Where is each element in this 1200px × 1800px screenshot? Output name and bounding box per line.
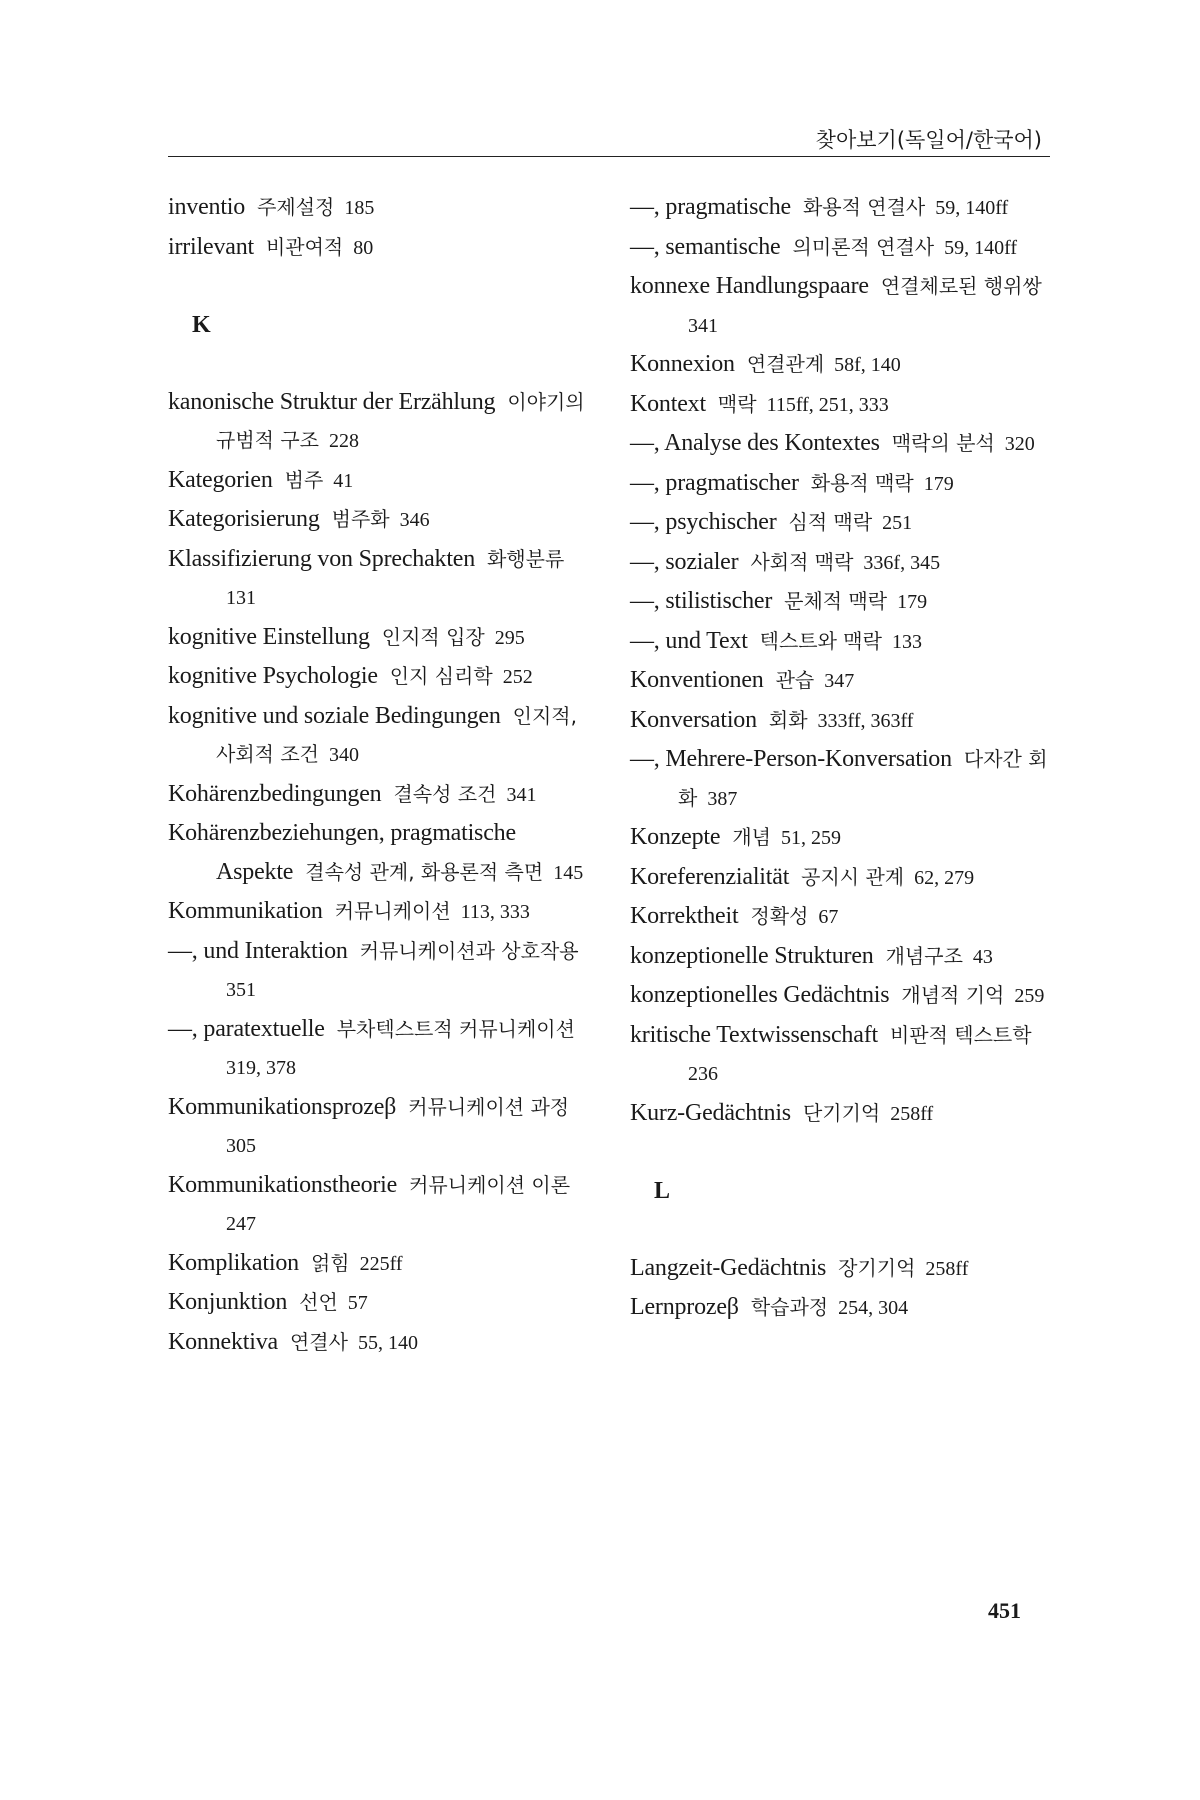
entry-pages: 333ff, 363ff (817, 709, 914, 732)
index-entry (630, 503, 1054, 543)
entry-korean: 다자간 회화 (678, 747, 1048, 810)
index-entry (630, 701, 1054, 741)
entry-korean: 의미론적 연결사 (792, 234, 935, 259)
entry-korean: 연결관계 (746, 352, 825, 376)
index-entry (168, 500, 588, 540)
section-letter-heading: K (192, 311, 211, 338)
entry-term: —, paratextuelle (168, 1015, 325, 1042)
entry-korean: 비관여적 (265, 234, 344, 259)
entry-korean: 학습과정 (750, 1295, 829, 1319)
entry-term: irrilevant (168, 233, 254, 260)
entry-pages: 258ff (925, 1257, 969, 1280)
index-entry (168, 1088, 588, 1166)
index-entry (630, 582, 1054, 622)
entry-korean: 관습 (775, 668, 815, 692)
entry-korean: 연결체로된 행위쌍 (880, 274, 1042, 298)
entry-pages: 179 (923, 472, 954, 495)
index-entry (168, 383, 588, 461)
entry-term: —, Mehrere-Person-Konversation (630, 746, 952, 772)
entry-pages: 115ff, 251, 333 (766, 393, 889, 416)
entry-term: Kontext (630, 390, 706, 417)
index-entry (630, 818, 1054, 858)
entry-pages: 320 (1004, 433, 1035, 455)
entry-pages: 58f, 140 (834, 354, 901, 376)
entry-term: —, psychischer (630, 509, 777, 535)
index-entry (168, 892, 588, 932)
entry-pages: 185 (344, 197, 375, 219)
index-entry (630, 464, 1054, 504)
entry-pages: 59, 140ff (944, 236, 1018, 259)
index-entry (630, 976, 1054, 1016)
index-entry (630, 1016, 1054, 1094)
entry-pages: 59, 140ff (935, 197, 1009, 219)
entry-term: Koreferenzialität (630, 863, 790, 890)
entry-term: Kommunikation (168, 898, 323, 924)
entry-pages: 67 (818, 906, 839, 928)
entry-term: konzeptionelles Gedächtnis (630, 982, 890, 1008)
index-entry (630, 228, 1054, 268)
entry-korean: 단기기억 (802, 1100, 881, 1125)
entry-pages: 259 (1014, 985, 1045, 1007)
entry-korean: 인지적, 사회적 조건 (216, 703, 577, 766)
entry-term: kanonische Struktur der Erzählung (168, 388, 496, 415)
entry-term: —, sozialer (630, 548, 739, 575)
entry-korean: 문체적 맥락 (784, 589, 888, 613)
index-entry (168, 657, 588, 697)
index-entry (630, 937, 1054, 977)
index-entry (630, 1249, 1054, 1289)
entry-korean: 범주화 (331, 507, 390, 531)
entry-pages: 258ff (890, 1102, 934, 1125)
index-entry (168, 188, 588, 228)
entry-term: Klassifizierung von Sprechakten (168, 545, 476, 572)
page-number: 451 (988, 1598, 1021, 1623)
index-entry (168, 775, 588, 815)
entry-pages: 336f, 345 (863, 551, 941, 574)
entry-korean: 개념구조 (885, 943, 963, 968)
entry-term: Kategorien (168, 466, 273, 493)
entry-pages: 341 (506, 783, 537, 806)
entry-term: —, stilistischer (630, 588, 773, 614)
entry-term: Konjunktion (168, 1289, 288, 1315)
entry-korean: 커뮤니케이션 (334, 899, 451, 923)
index-entry (168, 1244, 588, 1284)
entry-pages: 225ff (359, 1252, 403, 1275)
entry-korean: 부차텍스트적 커뮤니케이션 (336, 1016, 575, 1041)
entry-pages: 57 (347, 1292, 368, 1314)
entry-pages: 41 (333, 469, 354, 492)
entry-korean: 결속성 조건 (393, 781, 497, 806)
entry-korean: 사회적 맥락 (750, 549, 854, 574)
index-entry (630, 622, 1054, 662)
entry-pages: 228 (328, 430, 359, 452)
entry-pages: 247 (226, 1213, 256, 1235)
entry-term: Kategorisierung (168, 506, 320, 532)
entry-term: kognitive Psychologie (168, 663, 378, 689)
entry-korean: 텍스트와 맥락 (759, 628, 882, 653)
entry-pages: 347 (824, 670, 855, 692)
index-column-left (168, 188, 588, 1362)
entry-pages: 113, 333 (460, 901, 530, 923)
running-head-title: 찾아보기(독일어/한국어) (815, 128, 1042, 152)
entry-pages: 55, 140 (357, 1331, 418, 1354)
index-entry (630, 740, 1054, 818)
entry-pages: 252 (502, 666, 533, 688)
index-entry (630, 897, 1054, 937)
entry-pages: 319, 378 (226, 1057, 296, 1079)
entry-korean: 커뮤니케이션 과정 (408, 1094, 570, 1119)
entry-pages: 251 (882, 512, 913, 534)
entry-korean: 회화 (768, 707, 808, 732)
entry-korean: 결속성 관계, 화용론적 측면 (305, 859, 544, 884)
index-entry (630, 858, 1054, 898)
entry-pages: 305 (226, 1135, 256, 1157)
entry-term: Konversation (630, 706, 757, 733)
index-entry (168, 618, 588, 658)
entry-korean: 주제설정 (257, 195, 335, 219)
entry-term: Kurz-Gedächtnis (630, 1099, 791, 1126)
entry-pages: 346 (399, 509, 430, 531)
entry-pages: 51, 259 (781, 827, 841, 849)
entry-korean: 공지시 관계 (801, 864, 905, 889)
entry-korean: 맥락의 분석 (891, 431, 995, 455)
entry-pages: 351 (226, 979, 256, 1001)
index-entry (168, 228, 588, 268)
index-entry (630, 385, 1054, 425)
index-entry (168, 540, 588, 618)
entry-term: Kommunikationstheorie (168, 1171, 398, 1198)
entry-term: konnexe Handlungspaare (630, 273, 869, 299)
entry-pages: 295 (494, 626, 525, 649)
entry-korean: 정확성 (750, 904, 809, 928)
index-entry (630, 1094, 1054, 1134)
entry-korean: 얽힘 (310, 1250, 350, 1275)
index-entry (630, 345, 1054, 385)
entry-term: —, pragmatischer (630, 469, 799, 496)
entry-korean: 범주 (284, 467, 324, 492)
entry-term: Kohärenzbeziehungen, pragmatische Aspekte (168, 820, 516, 885)
entry-korean: 커뮤니케이션과 상호작용 (359, 938, 579, 963)
index-entry (630, 543, 1054, 583)
entry-term: —, Analyse des Kontextes (630, 430, 880, 456)
index-entry (168, 932, 588, 1010)
entry-korean: 연결사 (289, 1329, 348, 1354)
index-entry (630, 1288, 1054, 1328)
entry-korean: 인지적 입장 (381, 624, 485, 649)
entry-pages: 133 (891, 630, 922, 653)
entry-term: Konnektiva (168, 1328, 278, 1355)
entry-korean: 커뮤니케이션 이론 (409, 1172, 571, 1197)
entry-term: Konzepte (630, 824, 721, 850)
entry-korean: 맥락 (717, 391, 757, 416)
entry-term: inventio (168, 194, 246, 220)
index-entry (630, 424, 1054, 464)
entry-korean: 비판적 텍스트학 (889, 1022, 1032, 1047)
entry-term: Konnexion (630, 351, 735, 377)
index-entry (168, 814, 588, 892)
entry-pages: 254, 304 (838, 1297, 909, 1319)
entry-korean: 선언 (299, 1290, 338, 1314)
entry-pages: 179 (897, 591, 928, 613)
entry-pages: 62, 279 (914, 866, 975, 889)
entry-korean: 이야기의 규범적 구조 (216, 389, 585, 452)
entry-korean: 개념 (732, 825, 771, 849)
entry-pages: 387 (707, 787, 738, 810)
index-entry (168, 1323, 588, 1363)
section-letter-heading: L (654, 1177, 671, 1204)
index-entry (630, 188, 1054, 228)
entry-pages: 43 (972, 945, 993, 968)
entry-term: Konventionen (630, 667, 764, 693)
entry-term: kritische Textwissenschaft (630, 1021, 878, 1048)
index-entry (630, 661, 1054, 701)
entry-pages: 236 (688, 1063, 718, 1085)
entry-pages: 131 (226, 587, 256, 609)
index-entry (168, 461, 588, 501)
entry-korean: 화행분류 (487, 546, 565, 571)
entry-term: —, und Text (630, 627, 748, 654)
index-entry (168, 1283, 588, 1323)
entry-pages: 341 (688, 314, 718, 337)
entry-term: kognitive und soziale Bedingungen (168, 702, 501, 729)
entry-korean: 인지 심리학 (389, 664, 493, 688)
entry-term: Kohärenzbedingungen (168, 780, 382, 807)
index-entry (168, 1166, 588, 1244)
entry-term: —, und Interaktion (168, 937, 348, 964)
entry-term: Kommunikationsprozeβ (168, 1093, 397, 1120)
index-column-right (630, 188, 1054, 1328)
entry-term: konzeptionelle Strukturen (630, 942, 874, 969)
running-head (168, 120, 1050, 157)
entry-term: Korrektheit (630, 903, 739, 929)
entry-term: kognitive Einstellung (168, 623, 370, 650)
entry-korean: 화용적 맥락 (810, 470, 914, 495)
entry-term: —, semantische (630, 233, 781, 260)
entry-korean: 화용적 연결사 (802, 195, 926, 219)
entry-term: Lernprozeβ (630, 1294, 739, 1320)
index-entry (168, 697, 588, 775)
entry-korean: 심적 맥락 (788, 510, 873, 534)
entry-term: Langzeit-Gedächtnis (630, 1254, 827, 1281)
entry-pages: 145 (553, 861, 584, 884)
entry-korean: 장기기억 (838, 1255, 916, 1280)
entry-pages: 340 (328, 744, 359, 766)
index-entry (630, 267, 1054, 345)
entry-pages: 80 (353, 236, 374, 259)
index-entry (168, 1010, 588, 1088)
entry-term: Komplikation (168, 1249, 299, 1276)
entry-term: —, pragmatische (630, 194, 791, 220)
entry-korean: 개념적 기억 (901, 983, 1005, 1007)
